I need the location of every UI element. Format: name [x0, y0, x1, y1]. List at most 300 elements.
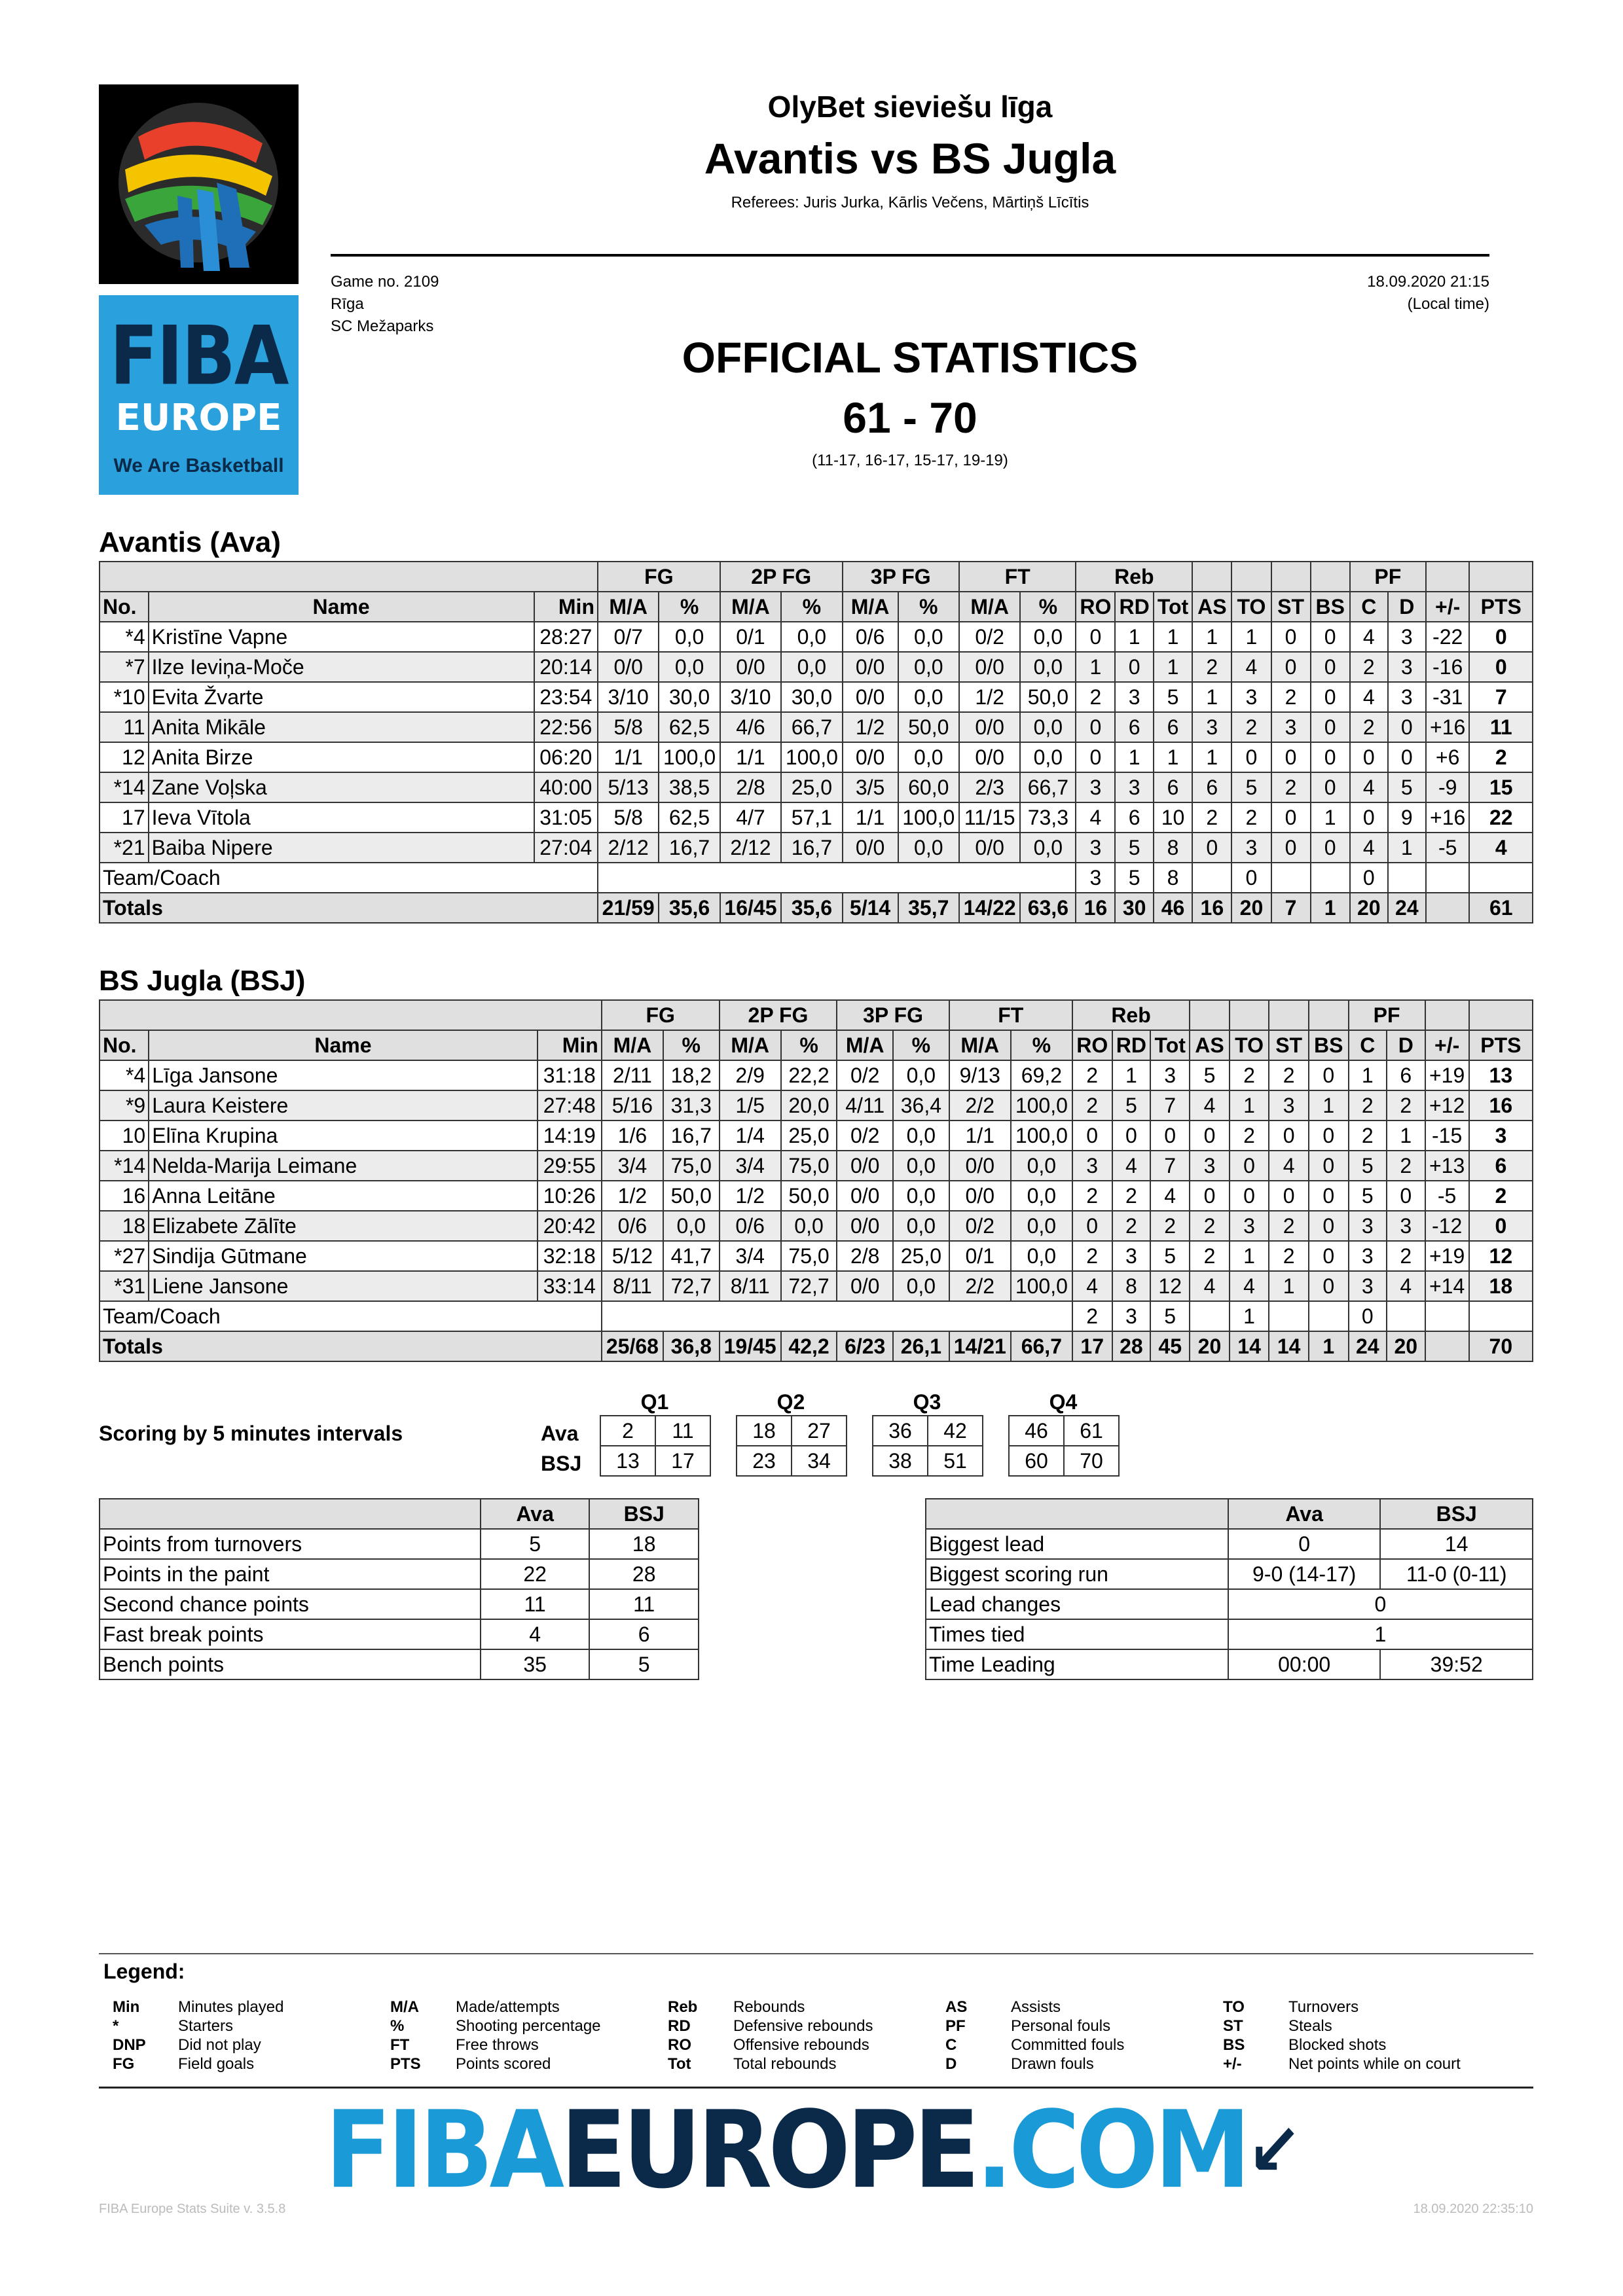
header-col-no: No.	[100, 592, 149, 622]
lead-row-label: Biggest scoring run	[926, 1559, 1228, 1589]
team-a-box-score	[99, 561, 1533, 924]
points-row-team-a: 4	[481, 1619, 590, 1649]
header-blank-as	[1192, 562, 1231, 592]
player-ro: 2	[1072, 1060, 1112, 1090]
footer-dot-text: .	[976, 2088, 1009, 2212]
player-no: 12	[100, 742, 149, 772]
player-p2p: 25,0	[781, 772, 842, 802]
player-name: Elizabete Zālīte	[149, 1211, 537, 1241]
team-coach-as-blank	[1192, 863, 1231, 893]
header-col-ma: M/A	[959, 592, 1020, 622]
player-min: 40:00	[534, 772, 598, 802]
print-timestamp: 18.09.2020 22:35:10	[1413, 2202, 1533, 2216]
player-pts: 7	[1469, 682, 1533, 712]
player-p3m: 0/0	[843, 833, 898, 863]
player-p2p: 22,2	[781, 1060, 837, 1090]
match-title: Avantis vs BS Jugla	[704, 134, 1116, 183]
header-blank-bs	[1309, 1000, 1349, 1030]
header-col-name: Name	[149, 592, 534, 622]
lead-row	[926, 1619, 1533, 1649]
player-fgp: 100,0	[659, 742, 720, 772]
player-name: Ieva Vītola	[149, 802, 534, 833]
player-ftp: 100,0	[1011, 1121, 1072, 1151]
player-tot: 5	[1150, 1241, 1190, 1271]
player-d: 2	[1387, 1090, 1425, 1121]
official-statistics-title: OFFICIAL STATISTICS	[682, 333, 1139, 382]
points-row-team-a: 11	[481, 1589, 590, 1619]
totals-rd: 30	[1115, 893, 1153, 923]
player-pts: 22	[1469, 802, 1533, 833]
player-row	[100, 1181, 1533, 1211]
player-ftp: 0,0	[1020, 652, 1076, 682]
player-rd: 5	[1115, 833, 1153, 863]
player-no: *27	[100, 1241, 149, 1271]
player-ftp: 0,0	[1011, 1241, 1072, 1271]
totals-d: 20	[1387, 1331, 1425, 1361]
player-bs: 1	[1311, 802, 1350, 833]
player-p2m: 0/0	[720, 652, 781, 682]
player-d: 5	[1388, 772, 1426, 802]
points-row	[100, 1559, 699, 1589]
player-no: *14	[100, 772, 149, 802]
player-row	[100, 833, 1533, 863]
scoring-intervals-title: Scoring by 5 minutes intervals	[99, 1422, 403, 1445]
totals-p3m: 6/23	[837, 1331, 893, 1361]
team-b-name: BS Jugla (BSJ)	[99, 965, 306, 997]
player-fgm: 5/13	[598, 772, 659, 802]
player-bs: 0	[1309, 1241, 1349, 1271]
totals-fgm: 25/68	[602, 1331, 663, 1361]
header-col-ro: RO	[1072, 1030, 1112, 1060]
totals-p3m: 5/14	[843, 893, 898, 923]
player-ftp: 69,2	[1011, 1060, 1072, 1090]
player-p2p: 25,0	[781, 1121, 837, 1151]
player-to: 1	[1230, 1090, 1269, 1121]
player-ftm: 1/2	[959, 682, 1020, 712]
legend-value: Shooting percentage	[456, 2017, 601, 2035]
legend-key: *	[113, 2017, 119, 2035]
legend-value: Free throws	[456, 2036, 539, 2054]
player-p3p: 0,0	[898, 742, 959, 772]
points-table-blank-header	[100, 1499, 481, 1529]
player-to: 3	[1231, 833, 1271, 863]
player-pm: +12	[1425, 1090, 1469, 1121]
software-version: FIBA Europe Stats Suite v. 3.5.8	[99, 2202, 286, 2216]
header-blank-pts	[1469, 562, 1533, 592]
lead-row	[926, 1559, 1533, 1589]
player-tot: 3	[1150, 1060, 1190, 1090]
quarter-scoring-row-b	[873, 1446, 983, 1476]
totals-ftm: 14/21	[949, 1331, 1011, 1361]
player-st: 2	[1269, 1060, 1309, 1090]
totals-bs: 1	[1311, 893, 1350, 923]
totals-fgp: 35,6	[659, 893, 720, 923]
header-col-bs: BS	[1309, 1030, 1349, 1060]
local-time-note: (Local time)	[1407, 295, 1489, 313]
totals-p2p: 42,2	[781, 1331, 837, 1361]
quarter-header-q1: Q1	[640, 1390, 669, 1414]
points-row	[100, 1649, 699, 1679]
player-rd: 1	[1115, 622, 1153, 652]
totals-ro: 16	[1076, 893, 1115, 923]
legend-key: Reb	[668, 1998, 698, 2016]
header-blank-pm	[1425, 1000, 1469, 1030]
player-ro: 3	[1076, 772, 1115, 802]
player-name: Anna Leitāne	[149, 1181, 537, 1211]
player-st: 0	[1271, 742, 1311, 772]
date-info	[1244, 271, 1489, 315]
player-fgm: 3/4	[602, 1151, 663, 1181]
player-c: 2	[1349, 1090, 1387, 1121]
player-st: 1	[1269, 1271, 1309, 1301]
interval-score: 18	[737, 1416, 792, 1446]
player-as: 1	[1192, 742, 1231, 772]
game-info	[331, 271, 439, 338]
player-pts: 2	[1469, 1181, 1533, 1211]
legend-key: %	[390, 2017, 405, 2035]
player-p3p: 0,0	[893, 1181, 949, 1211]
player-st: 4	[1269, 1151, 1309, 1181]
player-bs: 0	[1309, 1181, 1349, 1211]
venue: SC Mežaparks	[331, 317, 434, 335]
legend-key: PTS	[390, 2055, 421, 2073]
player-name: Anita Mikāle	[149, 712, 534, 742]
player-p3m: 0/0	[837, 1151, 893, 1181]
player-row	[100, 1211, 1533, 1241]
player-as: 0	[1190, 1121, 1230, 1151]
player-pts: 11	[1469, 712, 1533, 742]
player-tot: 2	[1150, 1211, 1190, 1241]
quarter-scoring-row-a	[737, 1416, 847, 1446]
player-p3p: 50,0	[898, 712, 959, 742]
header-twop: 2P FG	[720, 1000, 837, 1030]
player-pts: 15	[1469, 772, 1533, 802]
interval-score: 36	[873, 1416, 928, 1446]
team-a-name: Avantis (Ava)	[99, 526, 281, 558]
header-twop: 2P FG	[720, 562, 843, 592]
player-fgp: 41,7	[663, 1241, 720, 1271]
player-p2m: 0/6	[720, 1211, 781, 1241]
player-p2p: 0,0	[781, 1211, 837, 1241]
totals-pts: 70	[1469, 1331, 1533, 1361]
legend-key: M/A	[390, 1998, 419, 2016]
player-p3m: 0/0	[837, 1211, 893, 1241]
header-col-as: AS	[1190, 1030, 1230, 1060]
player-tot: 1	[1154, 622, 1192, 652]
player-ftm: 0/2	[959, 622, 1020, 652]
team-coach-row	[100, 1301, 1533, 1331]
player-pts: 18	[1469, 1271, 1533, 1301]
player-tot: 7	[1150, 1090, 1190, 1121]
player-bs: 0	[1311, 772, 1350, 802]
player-p2m: 4/7	[720, 802, 781, 833]
player-st: 2	[1269, 1211, 1309, 1241]
player-row	[100, 1151, 1533, 1181]
player-to: 2	[1230, 1060, 1269, 1090]
team-coach-label: Team/Coach	[100, 1301, 602, 1331]
legend-value: Committed fouls	[1011, 2036, 1125, 2054]
player-c: 0	[1350, 802, 1388, 833]
player-st: 3	[1271, 712, 1311, 742]
player-name: Zane Voļska	[149, 772, 534, 802]
player-min: 22:56	[534, 712, 598, 742]
team-coach-bs-blank	[1309, 1301, 1349, 1331]
player-p2p: 100,0	[781, 742, 842, 772]
player-bs: 0	[1311, 833, 1350, 863]
player-ftp: 0,0	[1020, 833, 1076, 863]
header-pf: PF	[1350, 562, 1426, 592]
player-bs: 0	[1309, 1121, 1349, 1151]
player-fgm: 5/8	[598, 802, 659, 833]
player-pm: -31	[1426, 682, 1470, 712]
player-d: 2	[1387, 1151, 1425, 1181]
totals-label: Totals	[100, 893, 598, 923]
header-col-ma: M/A	[720, 592, 781, 622]
interval-score: 2	[600, 1416, 655, 1446]
player-bs: 0	[1309, 1151, 1349, 1181]
quarter-header-q4: Q4	[1049, 1390, 1078, 1414]
player-fgm: 0/7	[598, 622, 659, 652]
player-p3p: 0,0	[898, 682, 959, 712]
player-fgp: 16,7	[659, 833, 720, 863]
lead-row-label: Lead changes	[926, 1589, 1228, 1619]
team-coach-label: Team/Coach	[100, 863, 598, 893]
player-tot: 10	[1154, 802, 1192, 833]
player-fgp: 72,7	[663, 1271, 720, 1301]
player-ro: 0	[1076, 742, 1115, 772]
totals-as: 16	[1192, 893, 1231, 923]
header-col-d: D	[1388, 592, 1426, 622]
totals-pm-blank	[1425, 1331, 1469, 1361]
player-row	[100, 802, 1533, 833]
player-fgm: 1/1	[598, 742, 659, 772]
player-bs: 0	[1311, 622, 1350, 652]
city: Rīga	[331, 295, 364, 313]
legend-value: Starters	[178, 2017, 234, 2035]
player-d: 0	[1388, 712, 1426, 742]
player-fgp: 0,0	[659, 652, 720, 682]
legend-key: PF	[945, 2017, 966, 2035]
player-p2p: 50,0	[781, 1181, 837, 1211]
player-rd: 2	[1112, 1181, 1151, 1211]
header-col-c: C	[1349, 1030, 1387, 1060]
player-ftp: 0,0	[1011, 1211, 1072, 1241]
points-row	[100, 1619, 699, 1649]
player-to: 4	[1230, 1271, 1269, 1301]
player-tot: 7	[1150, 1151, 1190, 1181]
player-row	[100, 652, 1533, 682]
interval-score: 46	[1009, 1416, 1064, 1446]
player-p3p: 0,0	[898, 652, 959, 682]
points-row-label: Bench points	[100, 1649, 481, 1679]
points-row-team-a: 22	[481, 1559, 590, 1589]
player-pm: -9	[1426, 772, 1470, 802]
interval-score: 27	[792, 1416, 847, 1446]
player-ro: 1	[1076, 652, 1115, 682]
lead-row-combined: 1	[1228, 1619, 1533, 1649]
legend-value: Offensive rebounds	[733, 2036, 869, 2054]
player-c: 3	[1349, 1211, 1387, 1241]
legend-value: Made/attempts	[456, 1998, 560, 2016]
player-no: *14	[100, 1151, 149, 1181]
player-row	[100, 1060, 1533, 1090]
footer-europe-text: EUROPE	[560, 2088, 976, 2212]
totals-tot: 46	[1154, 893, 1192, 923]
legend-value: Assists	[1011, 1998, 1061, 2016]
player-fgm: 1/2	[602, 1181, 663, 1211]
player-p3p: 0,0	[893, 1121, 949, 1151]
player-p2p: 16,7	[781, 833, 842, 863]
legend-key: +/-	[1223, 2055, 1242, 2073]
lead-row-label: Biggest lead	[926, 1529, 1228, 1559]
player-d: 6	[1387, 1060, 1425, 1090]
player-c: 2	[1349, 1121, 1387, 1151]
player-p2m: 2/9	[720, 1060, 781, 1090]
header-threep: 3P FG	[837, 1000, 949, 1030]
team-coach-to: 0	[1231, 863, 1271, 893]
lead-table-col-b: BSJ	[1380, 1499, 1533, 1529]
quarter-scoring-box	[600, 1415, 711, 1477]
team-coach-row	[100, 863, 1533, 893]
player-ftp: 73,3	[1020, 802, 1076, 833]
player-p3m: 0/0	[843, 742, 898, 772]
header-row-columns	[100, 592, 1533, 622]
header-fg: FG	[598, 562, 720, 592]
player-tot: 4	[1150, 1181, 1190, 1211]
player-row	[100, 772, 1533, 802]
player-p2m: 1/5	[720, 1090, 781, 1121]
player-ftp: 100,0	[1011, 1090, 1072, 1121]
legend-key: ST	[1223, 2017, 1243, 2035]
header-col-ma: M/A	[598, 592, 659, 622]
header-reb: Reb	[1072, 1000, 1190, 1030]
player-pts: 6	[1469, 1151, 1533, 1181]
player-to: 2	[1230, 1121, 1269, 1151]
player-to: 0	[1230, 1151, 1269, 1181]
player-p2p: 57,1	[781, 802, 842, 833]
player-name: Sindija Gūtmane	[149, 1241, 537, 1271]
player-to: 5	[1231, 772, 1271, 802]
player-no: 16	[100, 1181, 149, 1211]
header-pf: PF	[1349, 1000, 1425, 1030]
header-col-rd: RD	[1112, 1030, 1151, 1060]
player-fgm: 5/16	[602, 1090, 663, 1121]
player-as: 1	[1192, 682, 1231, 712]
player-p3p: 0,0	[898, 622, 959, 652]
points-row-team-b: 5	[589, 1649, 699, 1679]
points-row-team-b: 28	[589, 1559, 699, 1589]
header-col-pct: %	[781, 1030, 837, 1060]
player-tot: 5	[1154, 682, 1192, 712]
points-breakdown-table	[99, 1498, 699, 1680]
player-as: 4	[1190, 1090, 1230, 1121]
interval-score: 70	[1064, 1446, 1119, 1476]
player-pts: 4	[1469, 833, 1533, 863]
game-number: Game no. 2109	[331, 273, 439, 291]
player-p3m: 0/2	[837, 1121, 893, 1151]
player-min: 29:55	[538, 1151, 602, 1181]
team-coach-c: 0	[1350, 863, 1388, 893]
quarter-scoring-box	[872, 1415, 983, 1477]
player-to: 0	[1231, 742, 1271, 772]
player-p3p: 100,0	[898, 802, 959, 833]
player-p2p: 0,0	[781, 622, 842, 652]
lead-row-team-a: 0	[1228, 1529, 1381, 1559]
legend-key: D	[945, 2055, 957, 2073]
points-row-team-a: 5	[481, 1529, 590, 1559]
totals-p3p: 26,1	[893, 1331, 949, 1361]
player-pm: -16	[1426, 652, 1470, 682]
player-p2m: 3/4	[720, 1151, 781, 1181]
quarter-scoring-box	[736, 1415, 847, 1477]
player-rd: 3	[1112, 1241, 1151, 1271]
referees: Referees: Juris Jurka, Kārlis Večens, Mārtiņš Līcītis	[731, 194, 1089, 211]
player-st: 3	[1269, 1090, 1309, 1121]
lead-row-label: Times tied	[926, 1619, 1228, 1649]
legend-value: Minutes played	[178, 1998, 284, 2016]
header-ft: FT	[959, 562, 1076, 592]
player-p3m: 4/11	[837, 1090, 893, 1121]
player-pts: 0	[1469, 1211, 1533, 1241]
header-col-as: AS	[1192, 592, 1231, 622]
player-rd: 1	[1112, 1060, 1151, 1090]
player-ftm: 0/2	[949, 1211, 1011, 1241]
header-blank-st	[1271, 562, 1311, 592]
interval-score: 11	[655, 1416, 710, 1446]
player-c: 4	[1350, 682, 1388, 712]
totals-c: 24	[1349, 1331, 1387, 1361]
header-col-pct: %	[781, 592, 842, 622]
lead-row	[926, 1589, 1533, 1619]
player-ftm: 1/1	[949, 1121, 1011, 1151]
team-coach-pts-blank	[1469, 1301, 1533, 1331]
lead-row-team-a: 00:00	[1228, 1649, 1381, 1679]
interval-score: 61	[1064, 1416, 1119, 1446]
player-p2m: 1/4	[720, 1121, 781, 1151]
player-to: 4	[1231, 652, 1271, 682]
legend-key: Min	[113, 1998, 140, 2016]
player-pts: 16	[1469, 1090, 1533, 1121]
player-ftm: 0/0	[959, 833, 1020, 863]
player-to: 2	[1231, 802, 1271, 833]
points-row-team-b: 6	[589, 1619, 699, 1649]
totals-rd: 28	[1112, 1331, 1151, 1361]
player-p3p: 60,0	[898, 772, 959, 802]
team-coach-as-blank	[1190, 1301, 1230, 1331]
legend-key: Tot	[668, 2055, 691, 2073]
player-no: *4	[100, 622, 149, 652]
player-tot: 6	[1154, 772, 1192, 802]
header-col-pct: %	[893, 1030, 949, 1060]
footer-fiba-text: FIBA	[325, 2088, 561, 2212]
player-c: 1	[1349, 1060, 1387, 1090]
player-pm: +16	[1426, 712, 1470, 742]
player-pts: 12	[1469, 1241, 1533, 1271]
player-p3p: 0,0	[893, 1211, 949, 1241]
player-p2p: 75,0	[781, 1241, 837, 1271]
legend-value: Did not play	[178, 2036, 261, 2054]
header-fg: FG	[602, 1000, 720, 1030]
player-pm: -15	[1425, 1121, 1469, 1151]
player-ro: 0	[1076, 622, 1115, 652]
totals-pts: 61	[1469, 893, 1533, 923]
player-no: 18	[100, 1211, 149, 1241]
header-col-pm: +/-	[1426, 592, 1470, 622]
team-coach-pm-blank	[1425, 1301, 1469, 1331]
header-row-groups	[100, 1000, 1533, 1030]
quarter-header-q3: Q3	[913, 1390, 941, 1414]
player-p3m: 0/2	[837, 1060, 893, 1090]
